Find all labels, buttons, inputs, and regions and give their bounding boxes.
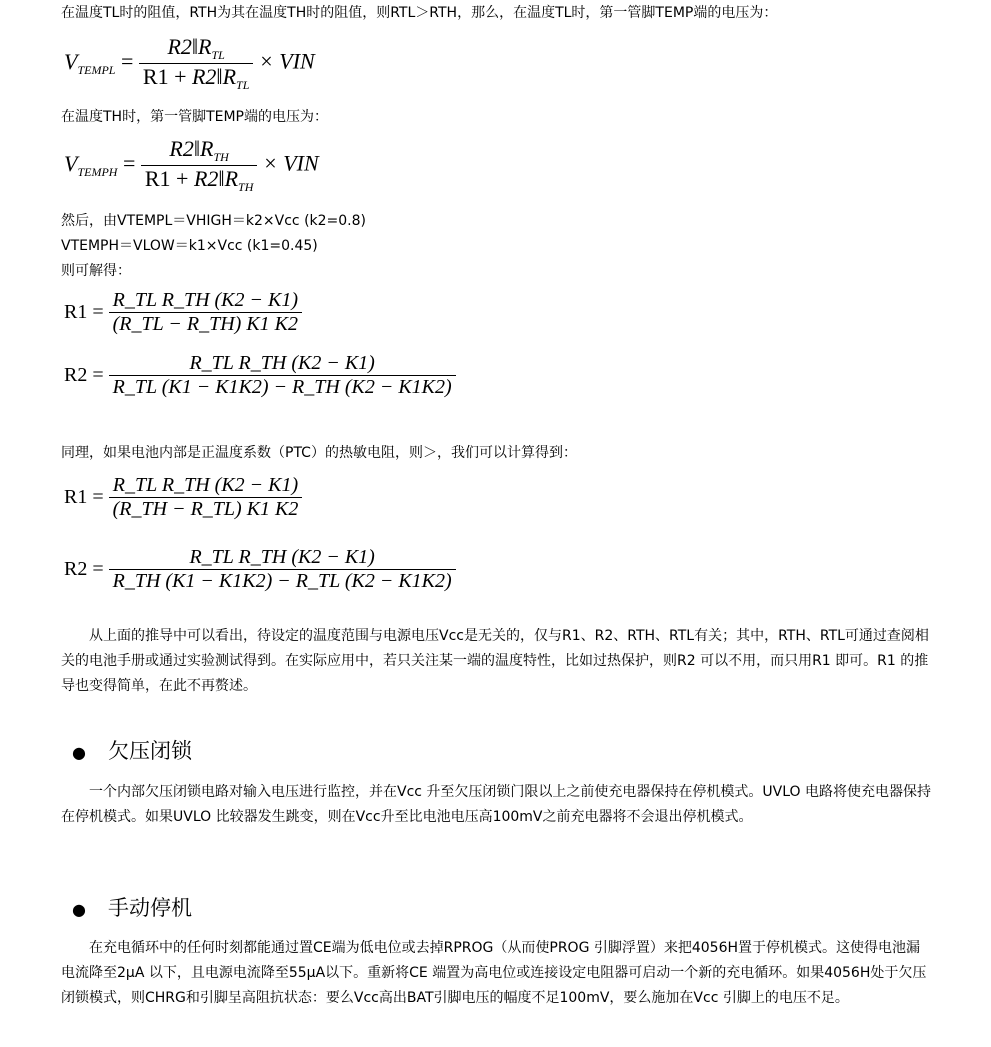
- text-line-4: VTEMPH＝VLOW＝k1×Vcc (k1=0.45): [61, 238, 318, 254]
- formula-r2-ntc: R2 = $\frac{\text{R\_TL R\_TH (K2 − K1)}}{R\_TL (K1 - K1K2) - R\_TH (K2 - K1K2)}$: [64, 352, 456, 399]
- paragraph-derivation-summary: 从上面的推导中可以看出，待设定的温度范围与电源电压Vcc是无关的，仅与R1、R2、RTH、RTL有关；其中，RTH、RTL可通过查阅相关的电池手册或通过实验测试得到。在实际应用中，若只关注某一端的温度特性，比如过热保护，则R2 可以不用，而只用R1 即可。R1 的推导也变得简单，在此不再赘述。: [61, 628, 929, 694]
- text-line-1: 在温度TL时的阻值，RTH为其在温度TH时的阻值，则RTL＞RTH，那么，在温度TL时，第一管脚TEMP端的电压为：: [61, 5, 778, 21]
- formula-v-temph: $V_{TEMPH}$ = $\frac{R2‖R_{TH}}{R1 + R2‖R_{TH}}$ × VIN: [64, 136, 319, 194]
- text-line-3: 然后，由VTEMPL＝VHIGH＝k2×Vcc (k2=0.8): [61, 213, 367, 229]
- heading-undervoltage-lockout: ● 欠压闭锁: [72, 737, 192, 767]
- bullet-icon: ●: [72, 743, 86, 762]
- text-line-2: 在温度TH时，第一管脚TEMP端的电压为：: [61, 109, 328, 125]
- formula-v-templ: $V_{TEMPL}$ = $\frac{R2‖R_{TL}}{R1 + R2‖R_{TL}}$ × VIN: [64, 34, 315, 92]
- text-line-6: 同理，如果电池内部是正温度系数（PTC）的热敏电阻，则＞，我们可以计算得到：: [61, 445, 577, 461]
- heading-manual-shutdown: ● 手动停机: [72, 894, 192, 924]
- paragraph-manual-shutdown: 在充电循环中的任何时刻都能通过置CE端为低电位或去掉RPROG（从而使PROG 引脚浮置）来把4056H置于停机模式。这使得电池漏电流降至2μA 以下，且电源电流降至55μA以下。重新将CE 端置为高电位或连接设定电阻器可启动一个新的充电循环。如果4056H处于欠压闭锁模式，则CHRG和引脚呈高阻抗状态：要么Vcc高出BAT引脚电压的幅度不足100mV，要么施加在Vcc 引脚上的电压不足。: [61, 940, 927, 1006]
- bullet-icon: ●: [72, 900, 86, 919]
- formula-r1-ptc: R1 = $\frac{\text{R\_TL R\_TH (K2 − K1)}}{(R\_TH - R\_TL) K1 K2}$: [64, 474, 302, 521]
- text-line-5: 则可解得：: [61, 263, 131, 279]
- paragraph-undervoltage-lockout: 一个内部欠压闭锁电路对输入电压进行监控，并在Vcc 升至欠压闭锁门限以上之前使充电器保持在停机模式。UVLO 电路将使充电器保持在停机模式。如果UVLO 比较器发生跳变，则在Vcc升至比电池电压高100mV之前充电器将不会退出停机模式。: [61, 784, 932, 825]
- formula-r2-ptc: R2 = $\frac{\text{R\_TL R\_TH (K2 − K1)}}{R\_TH (K1 - K1K2) - R\_TL (K2 - K1K2)}$: [64, 546, 456, 593]
- formula-r1-ntc: R1 = $\frac{\text{R\_TL R\_TH (K2 − K1)}}{(R\_TL - R\_TH) K1 K2}$: [64, 289, 302, 336]
